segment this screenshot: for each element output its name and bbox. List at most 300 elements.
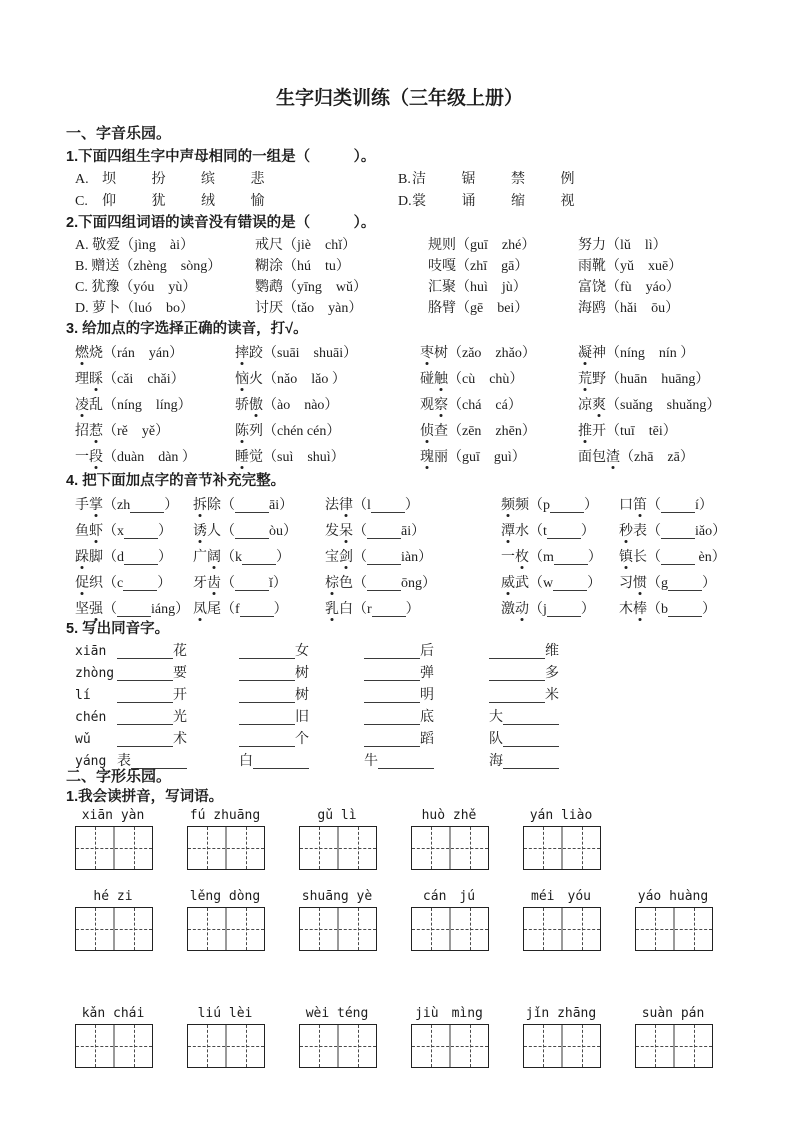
dotted-char: 枚 — [515, 550, 529, 565]
pinyin-choices: （zhā zā） — [620, 450, 694, 465]
writing-grid — [523, 826, 601, 870]
pinyin-choices: （níng nín ） — [606, 346, 695, 361]
word-pinyin-entry: C. 犹豫（yóu yù） — [75, 280, 197, 295]
word-pinyin-entry: A. 敬爱（jìng ài） — [75, 238, 194, 253]
answer-blank — [235, 533, 269, 539]
word-entry — [75, 571, 193, 597]
question3-heading: 3. 给加点的字选择正确的读音，打√。 — [66, 321, 308, 337]
pinyin-prefix: （f — [221, 602, 240, 617]
word-text: 烧 — [89, 346, 103, 361]
dotted-char: 律 — [339, 498, 353, 513]
pinyin-suffix: iǎo） — [695, 524, 727, 539]
grid-pinyin-label: xiān yàn — [81, 808, 145, 823]
word-entry — [325, 571, 501, 597]
answer-blank — [364, 741, 420, 747]
word-entry — [193, 493, 325, 519]
writing-grid-unit — [299, 1007, 375, 1068]
word-pinyin-entry: 规则（guī zhé） — [428, 238, 536, 253]
char-label: 树 — [295, 688, 309, 703]
grid-pinyin-label: lěng dòng — [189, 889, 261, 904]
writing-grid-unit — [523, 1007, 599, 1068]
grid-cell — [337, 1025, 376, 1067]
word-entry — [235, 419, 420, 445]
pinyin-suffix: iáng） — [151, 602, 190, 617]
word-entry — [420, 419, 578, 445]
writing-grid-unit — [635, 890, 711, 951]
pinyin-prefix: （p — [529, 498, 550, 513]
word-text: 牙 — [193, 576, 207, 591]
word-pinyin-entry: B. 赠送（zhèng sòng） — [75, 259, 222, 274]
dotted-char: 睬 — [89, 372, 103, 387]
pinyin-choices: （rě yě） — [103, 424, 170, 439]
word-text: 面包 — [578, 450, 606, 465]
grid-cell — [561, 1025, 600, 1067]
option-characters: 裳 诵 缩 视 — [412, 194, 575, 209]
option-row — [75, 235, 733, 256]
homophone-cell — [489, 685, 733, 707]
pinyin-suffix: òu） — [269, 524, 297, 539]
dotted-char: 睡 — [235, 450, 249, 465]
writing-grid — [187, 826, 265, 870]
question5-heading: 5. 写出同音字。 — [66, 621, 170, 637]
answer-blank — [367, 585, 401, 591]
word-entry — [578, 367, 733, 393]
grid-cell — [412, 908, 449, 950]
homophone-cell — [117, 707, 239, 729]
writing-grid-row-3 — [75, 1007, 733, 1068]
homophone-cell — [364, 663, 489, 685]
pinyin-suffix: ） — [702, 576, 716, 591]
grid-cell — [449, 908, 488, 950]
option-letter: D. — [398, 194, 412, 209]
word-text: 人 — [207, 524, 221, 539]
grid-cell — [300, 1025, 337, 1067]
pinyin-choices: （suǎng shuǎng） — [606, 398, 721, 413]
word-entry — [501, 519, 619, 545]
pinyin-prefix: （ — [353, 524, 367, 539]
pinyin-label: chén — [75, 710, 107, 725]
answer-blank — [130, 507, 164, 513]
section1-heading: 一、字音乐园。 — [66, 125, 172, 142]
char-label: 牛 — [364, 754, 378, 769]
pinyin-label: wǔ — [75, 732, 91, 747]
question2-options — [66, 235, 733, 319]
writing-grid-unit — [187, 890, 263, 951]
page-title: 生字归类训练（三年级上册） — [275, 88, 523, 109]
homophone-cell — [364, 729, 489, 751]
answer-blank — [489, 675, 545, 681]
word-text: 水 — [515, 524, 529, 539]
word-text: 脚 — [89, 550, 103, 565]
dotted-char: 剑 — [339, 550, 353, 565]
pinyin-choices: （suì shuì） — [263, 450, 345, 465]
grid-cell — [225, 827, 264, 869]
grid-cell — [188, 827, 225, 869]
answer-blank — [661, 507, 695, 513]
pinyin-prefix: （l — [353, 498, 371, 513]
answer-blank — [661, 559, 695, 565]
char-label: 术 — [173, 732, 187, 747]
grid-pinyin-label: kǎn chái — [81, 1006, 145, 1021]
dotted-char: 阔 — [207, 550, 221, 565]
word-pinyin-entry: 汇聚（huì jù） — [428, 280, 527, 295]
pinyin-prefix: （c — [103, 576, 124, 591]
word-text: 坚 — [75, 602, 89, 617]
word-entry — [235, 341, 420, 367]
writing-grid-row-2 — [75, 890, 733, 951]
dotted-char: 镇 — [619, 550, 633, 565]
word-text: 木 — [619, 602, 633, 617]
writing-grid-unit — [411, 809, 487, 870]
option-letter: A. — [75, 172, 89, 187]
word-entry — [578, 393, 733, 419]
answer-blank — [378, 763, 434, 769]
pinyin-choices: （chá cá） — [448, 398, 522, 413]
word-entry — [501, 571, 619, 597]
pinyin-choices: （ào nào） — [263, 398, 339, 413]
word-pinyin-entry: 吱嘎（zhī gā） — [428, 259, 529, 274]
word-entry — [325, 597, 501, 623]
grid-pinyin-label: yán liào — [529, 808, 593, 823]
homophone-cell — [364, 707, 489, 729]
answer-blank — [124, 533, 158, 539]
word-pinyin-entry: 糊涂（hú tu） — [255, 259, 350, 274]
word-entry — [619, 519, 733, 545]
word-entry — [75, 519, 193, 545]
word-text: 树 — [434, 346, 448, 361]
grid-cell — [412, 1025, 449, 1067]
dotted-char: 渣 — [606, 450, 620, 465]
grid-cell — [449, 1025, 488, 1067]
grid-cell — [113, 908, 152, 950]
char-label: 明 — [420, 688, 434, 703]
word-entry — [75, 545, 193, 571]
homophone-cell — [239, 685, 364, 707]
writing-grid — [75, 826, 153, 870]
word-text: 一 — [75, 450, 89, 465]
homophone-cell — [489, 729, 733, 751]
section2-question1-heading: 1.我会读拼音，写词语。 — [66, 789, 224, 805]
pinyin-suffix: èn） — [695, 550, 726, 565]
word-entry — [578, 419, 733, 445]
word-entry — [75, 367, 235, 393]
pinyin-choices: （rán yán） — [103, 346, 184, 361]
pinyin-label: lí — [75, 688, 91, 703]
word-text: 乱 — [89, 398, 103, 413]
word-text: 查 — [434, 424, 448, 439]
word-entry — [501, 493, 619, 519]
writing-grid — [187, 907, 265, 951]
homophone-row — [75, 663, 733, 685]
grid-pinyin-label: suàn pán — [641, 1006, 705, 1021]
word-entry — [578, 445, 733, 471]
char-label: 队 — [489, 732, 503, 747]
pinyin-prefix: （ — [647, 498, 661, 513]
grid-cell — [225, 1025, 264, 1067]
pinyin-prefix: （x — [103, 524, 124, 539]
homophone-cell — [489, 751, 733, 773]
word-text: 除 — [207, 498, 221, 513]
writing-grid-unit — [411, 1007, 487, 1068]
answer-blank — [242, 559, 276, 565]
grid-cell — [188, 908, 225, 950]
pinyin-prefix: （ — [103, 602, 117, 617]
answer-blank — [489, 653, 545, 659]
grid-cell — [337, 827, 376, 869]
char-label: 维 — [545, 644, 559, 659]
pinyin-prefix: （ — [221, 524, 235, 539]
word-text: 理 — [75, 372, 89, 387]
writing-grid — [411, 907, 489, 951]
dotted-char: 潭 — [501, 524, 515, 539]
writing-grid-unit — [299, 890, 375, 951]
grid-cell — [524, 908, 561, 950]
word-text: 尾 — [207, 602, 221, 617]
char-label: 旧 — [295, 710, 309, 725]
word-entry — [235, 367, 420, 393]
pinyin-choices: （cù chù） — [448, 372, 524, 387]
dotted-char: 枣 — [420, 346, 434, 361]
word-pinyin-entry: D. 萝卜（luó bo） — [75, 301, 194, 316]
word-entry — [75, 393, 235, 419]
option-letter: C. — [75, 194, 88, 209]
word-pinyin-entry: 雨靴（yǔ xuē） — [578, 259, 683, 274]
word-text: 频 — [515, 498, 529, 513]
char-label: 女 — [295, 644, 309, 659]
word-text: 织 — [89, 576, 103, 591]
word-entry — [325, 493, 501, 519]
pinyin-label: zhòng — [75, 666, 115, 681]
pinyin-label: xiān — [75, 644, 107, 659]
grid-pinyin-label: cán jú — [422, 889, 476, 904]
answer-blank — [503, 763, 559, 769]
word-text: 白 — [339, 602, 353, 617]
answer-blank — [372, 611, 406, 617]
pinyin-suffix: ） — [158, 524, 172, 539]
pinyin-label: yáng — [75, 754, 107, 769]
answer-blank — [547, 533, 581, 539]
section2-heading: 二、字形乐园。 — [66, 768, 172, 785]
word-pinyin-entry: 海鸥（hǎi ōu） — [578, 301, 680, 316]
answer-blank — [503, 741, 559, 747]
pinyin-suffix: ） — [273, 602, 288, 617]
word-text: 骄 — [235, 398, 249, 413]
answer-blank — [253, 763, 309, 769]
pinyin-suffix: ） — [164, 498, 179, 513]
answer-blank — [124, 559, 158, 565]
answer-blank — [239, 697, 295, 703]
word-text: 野 — [592, 372, 606, 387]
writing-grid — [299, 1024, 377, 1068]
grid-pinyin-label: gǔ lì — [317, 808, 357, 823]
char-label: 个 — [295, 732, 309, 747]
writing-grid-unit — [187, 1007, 263, 1068]
word-text: 列 — [249, 424, 263, 439]
writing-grid — [75, 1024, 153, 1068]
answer-blank — [668, 585, 702, 591]
grid-cell — [76, 1025, 113, 1067]
homophone-cell — [117, 685, 239, 707]
answer-blank — [668, 611, 702, 617]
word-entry — [619, 597, 733, 623]
char-label: 后 — [420, 644, 434, 659]
answer-blank — [235, 507, 269, 513]
dotted-char: 促 — [75, 576, 89, 591]
grid-cell — [673, 908, 712, 950]
pinyin-suffix: ） — [580, 602, 595, 617]
word-text: 激 — [501, 602, 515, 617]
word-text: 长 — [633, 550, 647, 565]
grid-cell — [113, 827, 152, 869]
answer-blank — [547, 611, 581, 617]
word-text: 火 — [249, 372, 263, 387]
dotted-char: 惯 — [633, 576, 647, 591]
pinyin-prefix: （ — [353, 576, 367, 591]
grid-cell — [337, 908, 376, 950]
pinyin-suffix: ） — [158, 550, 172, 565]
dotted-char: 触 — [434, 372, 448, 387]
dotted-char: 侦 — [420, 424, 434, 439]
word-text: 武 — [515, 576, 529, 591]
dotted-char: 威 — [501, 576, 515, 591]
word-entry — [325, 545, 501, 571]
grid-cell — [300, 827, 337, 869]
dotted-char: 齿 — [207, 576, 221, 591]
answer-blank — [367, 559, 401, 565]
word-text: 色 — [339, 576, 353, 591]
pinyin-prefix: （ — [647, 550, 661, 565]
answer-blank — [239, 719, 295, 725]
grid-cell — [524, 827, 561, 869]
word-entry — [420, 367, 578, 393]
word-text: 广 — [193, 550, 207, 565]
writing-grid-unit — [75, 809, 151, 870]
pinyin-choices: （duàn dàn ） — [103, 450, 196, 465]
pinyin-suffix: ） — [276, 550, 290, 565]
pinyin-choices: （nǎo lǎo ） — [263, 372, 346, 387]
char-label: 树 — [295, 666, 309, 681]
option-characters: 洁 锯 禁 例 — [412, 172, 575, 187]
grid-cell — [524, 1025, 561, 1067]
homophone-cell — [489, 663, 733, 685]
answer-blank — [239, 741, 295, 747]
pinyin-choices: （níng líng） — [103, 398, 192, 413]
writing-grid-unit — [635, 1007, 711, 1068]
pinyin-suffix: ） — [157, 576, 172, 591]
word-entry — [193, 597, 325, 623]
writing-grid — [635, 907, 713, 951]
char-label: 白 — [239, 754, 253, 769]
dotted-char: 棒 — [633, 602, 647, 617]
homophone-cell — [239, 751, 364, 773]
pinyin-suffix: ） — [584, 498, 598, 513]
dotted-char: 燃 — [75, 346, 89, 361]
pinyin-prefix: （w — [529, 576, 554, 591]
answer-blank — [364, 697, 420, 703]
pinyin-prefix: （r — [353, 602, 372, 617]
writing-grid — [299, 907, 377, 951]
pinyin-suffix: ǐ） — [269, 576, 287, 591]
homophone-row — [75, 729, 733, 751]
pinyin-prefix: （t — [529, 524, 547, 539]
word-entry — [75, 419, 235, 445]
grid-pinyin-label: méi yóu — [531, 889, 591, 904]
dotted-char: 频 — [501, 498, 515, 513]
pinyin-prefix: （zh — [103, 498, 131, 513]
dotted-char: 陈 — [235, 424, 249, 439]
pinyin-choices: （zēn zhēn） — [448, 424, 536, 439]
char-label: 弹 — [420, 666, 434, 681]
grid-cell — [449, 827, 488, 869]
option-row — [75, 277, 733, 298]
answer-blank — [371, 507, 405, 513]
grid-pinyin-label: hé zi — [93, 889, 133, 904]
answer-blank — [367, 533, 401, 539]
word-entry — [193, 519, 325, 545]
writing-grid-row-1 — [75, 809, 733, 870]
question1-heading: 1.下面四组生字中声母相同的一组是（ ）。 — [66, 149, 376, 165]
word-text: 法 — [325, 498, 339, 513]
pinyin-suffix: ） — [404, 498, 419, 513]
pinyin-prefix: （ — [221, 498, 235, 513]
dotted-char: 棕 — [325, 576, 339, 591]
pinyin-prefix: （ — [647, 524, 661, 539]
word-text: 表 — [633, 524, 647, 539]
word-text: 观 — [420, 398, 434, 413]
grid-pinyin-label: huò zhě — [421, 808, 477, 823]
dotted-char: 诱 — [193, 524, 207, 539]
pinyin-suffix: ） — [587, 550, 602, 565]
writing-grid — [411, 826, 489, 870]
dotted-char: 傲 — [249, 398, 263, 413]
dotted-char: 拆 — [193, 498, 207, 513]
dotted-char: 掌 — [89, 498, 103, 513]
pinyin-suffix: ） — [580, 524, 595, 539]
answer-blank — [364, 653, 420, 659]
grid-cell — [225, 908, 264, 950]
grid-pinyin-label: wèi téng — [305, 1006, 369, 1021]
question1-options — [66, 169, 733, 213]
dotted-char: 强 — [89, 602, 103, 617]
grid-cell — [76, 908, 113, 950]
answer-blank — [123, 585, 157, 591]
dotted-char: 跺 — [75, 550, 89, 565]
dotted-char: 瑰 — [420, 450, 434, 465]
grid-cell — [561, 827, 600, 869]
writing-grid — [523, 907, 601, 951]
word-entry — [619, 545, 733, 571]
pinyin-choices: （zǎo zhǎo） — [448, 346, 536, 361]
word-text: 开 — [592, 424, 606, 439]
writing-grid-unit — [523, 890, 599, 951]
word-entry — [193, 571, 325, 597]
dotted-char: 虾 — [89, 524, 103, 539]
answer-blank — [239, 675, 295, 681]
question4-entries — [75, 493, 733, 623]
homophone-cell — [239, 707, 364, 729]
answer-blank — [553, 585, 587, 591]
writing-grid — [523, 1024, 601, 1068]
answer-blank — [240, 611, 274, 617]
pinyin-choices: （huān huāng） — [606, 372, 710, 387]
pinyin-prefix: （ — [353, 550, 367, 565]
answer-blank — [364, 675, 420, 681]
pinyin-prefix: （d — [103, 550, 124, 565]
option-row — [75, 256, 733, 277]
grid-cell — [673, 1025, 712, 1067]
char-label: 开 — [173, 688, 187, 703]
word-entry — [75, 341, 235, 367]
